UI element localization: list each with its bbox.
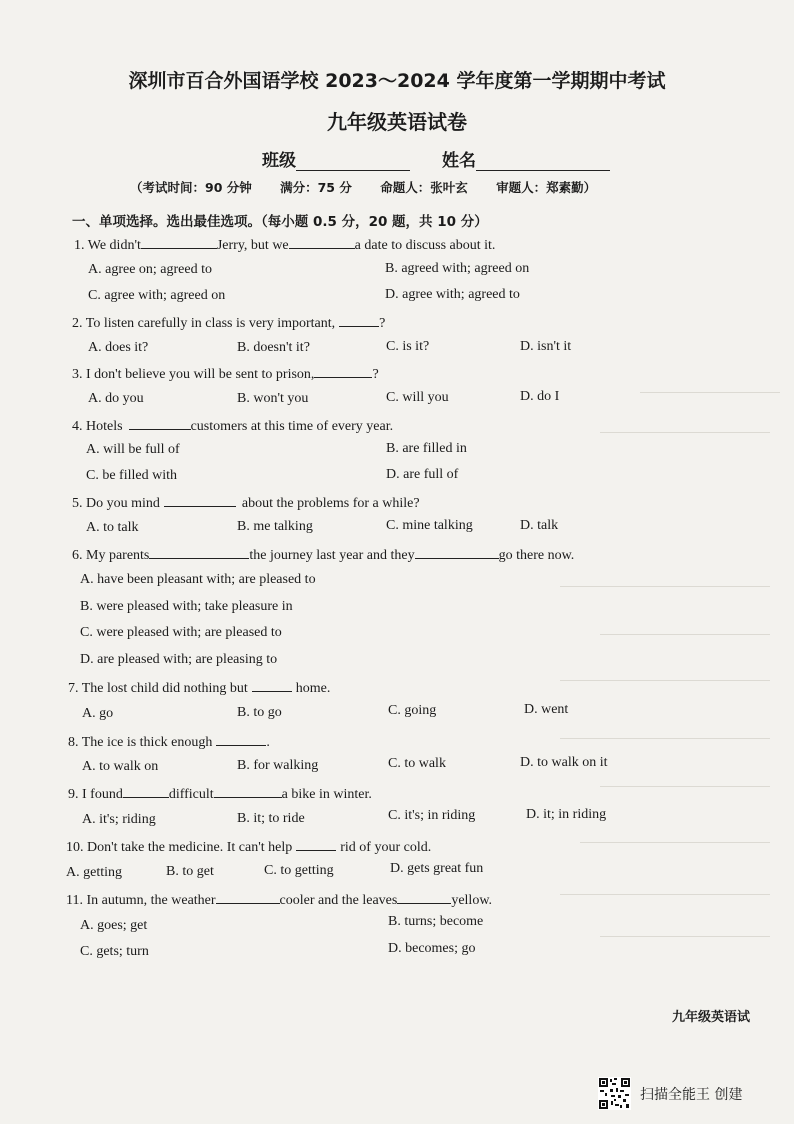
answer-blank xyxy=(252,678,292,692)
option-8a: A. to walk on xyxy=(82,759,159,774)
option-8d: D. to walk on it xyxy=(520,755,608,770)
scanner-watermark: 扫描全能王 创建 xyxy=(640,1087,743,1103)
class-label: 班级 xyxy=(262,151,296,171)
answer-blank xyxy=(214,784,282,798)
answer-blank xyxy=(123,784,169,798)
option-4b: B. are filled in xyxy=(386,441,467,456)
class-field xyxy=(262,146,410,171)
class-blank xyxy=(296,154,410,171)
answer-blank xyxy=(289,235,355,249)
option-6b: B. were pleased with; take pleasure in xyxy=(80,599,293,614)
option-9a: A. it's; riding xyxy=(82,812,156,827)
option-10c: C. to getting xyxy=(264,863,334,878)
exam-info xyxy=(130,178,770,196)
option-11b: B. turns; become xyxy=(388,914,484,929)
question-5: 5. Do you mind about the problems for a while? xyxy=(72,493,420,512)
question-1: 1. We didn't Jerry, but we a date to discuss about it. xyxy=(74,235,495,254)
option-8c: C. to walk xyxy=(388,756,446,771)
setter: 命题人：张叶玄 xyxy=(380,180,468,195)
option-3d: D. do I xyxy=(520,389,560,404)
page-footer-label: 九年级英语试 xyxy=(672,1010,751,1025)
option-2b: B. doesn't it? xyxy=(237,340,310,355)
option-5b: B. me talking xyxy=(237,519,313,534)
option-1d: D. agree with; agreed to xyxy=(385,287,520,302)
option-10d: D. gets great fun xyxy=(390,861,484,876)
option-11d: D. becomes; go xyxy=(388,941,476,956)
option-11a: A. goes; get xyxy=(80,918,148,933)
option-5a: A. to talk xyxy=(86,520,139,535)
option-4c: C. be filled with xyxy=(86,468,177,483)
option-8b: B. for walking xyxy=(237,758,319,773)
option-7d: D. went xyxy=(524,702,569,717)
option-2a: A. does it? xyxy=(88,340,149,355)
exam-time: （考试时间：90 分钟 xyxy=(130,180,252,195)
question-4: 4. Hotels customers at this time of every year. xyxy=(72,416,393,435)
option-4d: D. are full of xyxy=(386,467,459,482)
section-1-title: 一、单项选择。选出最佳选项。（每小题 0.5 分，20 题，共 10 分） xyxy=(72,214,488,230)
option-10a: A. getting xyxy=(66,865,122,880)
question-11: 11. In autumn, the weather cooler and the leaves yellow. xyxy=(66,890,492,909)
option-3a: A. do you xyxy=(88,391,144,406)
option-6d: D. are pleased with; are pleasing to xyxy=(80,652,278,667)
answer-blank xyxy=(415,545,499,559)
option-7c: C. going xyxy=(388,703,437,718)
option-3b: B. won't you xyxy=(237,391,309,406)
answer-blank xyxy=(216,732,266,746)
name-blank xyxy=(476,154,610,171)
option-7a: A. go xyxy=(82,706,114,721)
option-10b: B. to get xyxy=(166,864,214,879)
option-1b: B. agreed with; agreed on xyxy=(385,261,530,276)
question-2: 2. To listen carefully in class is very important, ? xyxy=(72,313,385,332)
option-2c: C. is it? xyxy=(386,339,430,354)
question-7: 7. The lost child did nothing but home. xyxy=(68,678,330,697)
option-6a: A. have been pleasant with; are pleased to xyxy=(80,572,316,587)
answer-blank xyxy=(164,493,236,507)
option-7b: B. to go xyxy=(237,705,282,720)
question-6: 6. My parents the journey last year and they go there now. xyxy=(72,545,574,564)
option-1c: C. agree with; agreed on xyxy=(88,288,226,303)
option-9d: D. it; in riding xyxy=(526,807,607,822)
answer-blank xyxy=(216,890,280,904)
option-5d: D. talk xyxy=(520,518,559,533)
name-field xyxy=(442,146,610,171)
name-label: 姓名 xyxy=(442,151,476,171)
school-title: 深圳市百合外国语学校 2023～2024 学年度第一学期期中考试 xyxy=(128,70,666,92)
question-10: 10. Don't take the medicine. It can't help rid of your cold. xyxy=(66,837,431,856)
option-4a: A. will be full of xyxy=(86,442,180,457)
option-9c: C. it's; in riding xyxy=(388,808,476,823)
option-5c: C. mine talking xyxy=(386,518,473,533)
option-11c: C. gets; turn xyxy=(80,944,149,959)
option-9b: B. it; to ride xyxy=(237,811,305,826)
option-6c: C. were pleased with; are pleased to xyxy=(80,625,282,640)
paper-title: 九年级英语试卷 xyxy=(327,110,467,134)
question-8: 8. The ice is thick enough . xyxy=(68,732,270,751)
full-score: 满分：75 分 xyxy=(280,180,352,195)
question-9: 9. I found difficult a bike in winter. xyxy=(68,784,372,803)
answer-blank xyxy=(141,235,217,249)
answer-blank xyxy=(314,364,372,378)
answer-blank xyxy=(129,416,191,430)
answer-blank xyxy=(339,313,379,327)
reviewer: 审题人：郑素勤） xyxy=(496,180,597,195)
answer-blank xyxy=(397,890,451,904)
option-1a: A. agree on; agreed to xyxy=(88,262,212,277)
answer-blank xyxy=(149,545,249,559)
answer-blank xyxy=(296,837,336,851)
qr-code-icon xyxy=(598,1077,631,1110)
option-3c: C. will you xyxy=(386,390,449,405)
question-3: 3. I don't believe you will be sent to prison, ? xyxy=(72,364,379,383)
option-2d: D. isn't it xyxy=(520,339,572,354)
